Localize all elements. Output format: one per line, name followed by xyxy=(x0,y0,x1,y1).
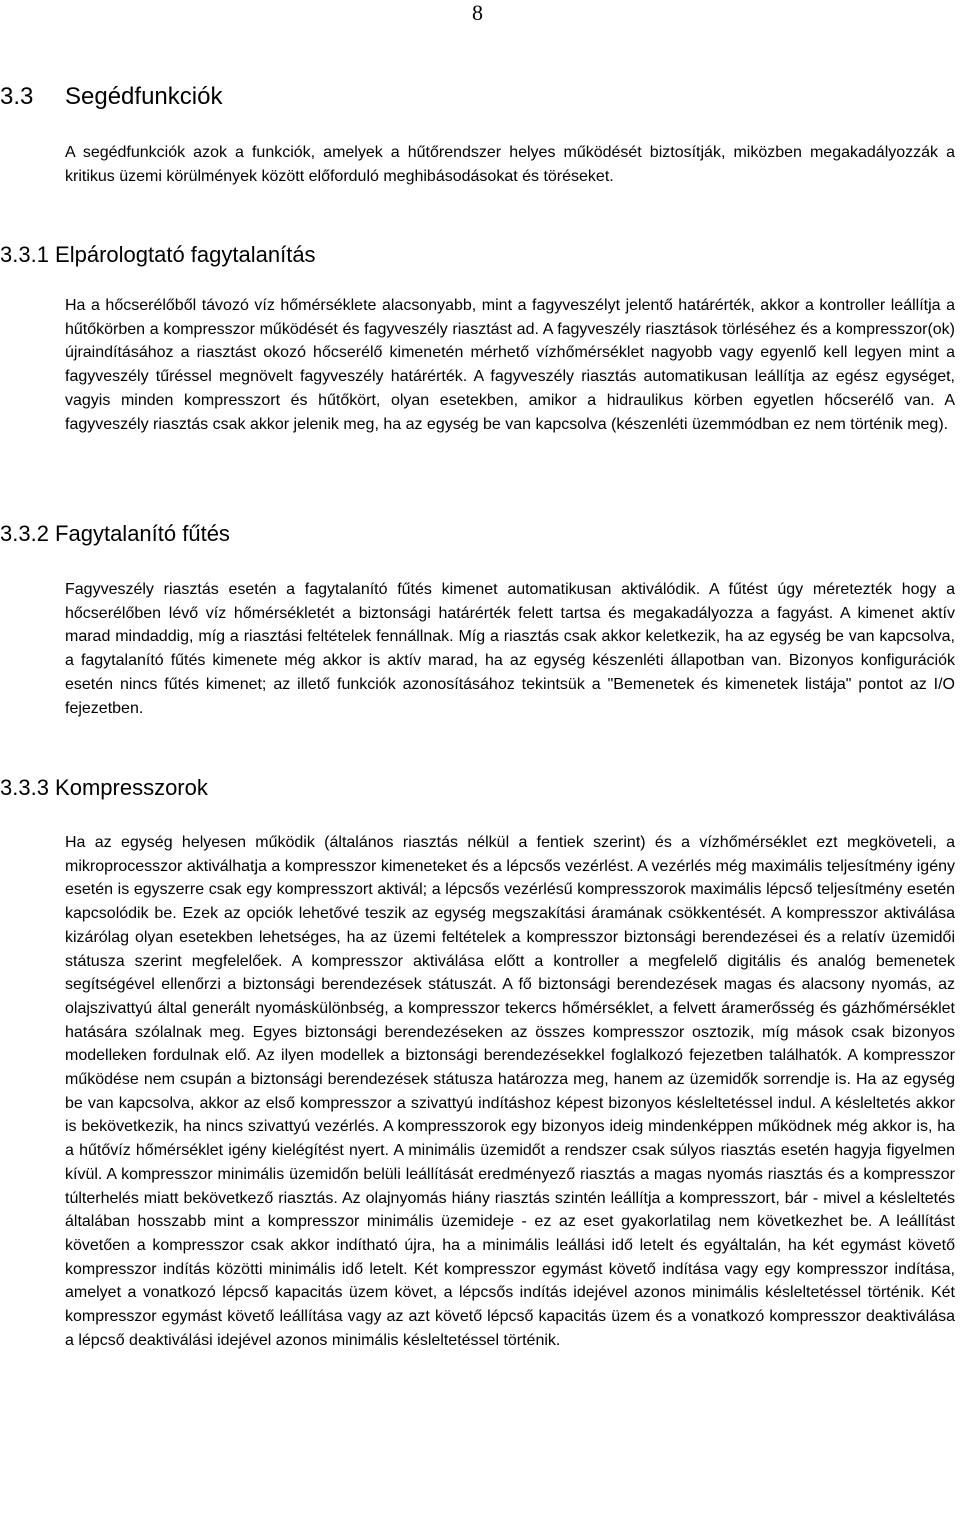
subsection-heading-3-3-1: 3.3.1 Elpárologtató fagytalanítás xyxy=(0,242,316,267)
page-number: 8 xyxy=(472,0,483,25)
subsection-heading-3-3-3: 3.3.3 Kompresszorok xyxy=(0,775,208,800)
subsection-body-3-3-2: Fagyveszély riasztás esetén a fagytalanító fűtés kimenet automatikusan aktiválódik. A fűtést úgy méretezték hogy a hőcserélőben lévő víz hőmérsékletét a biztonsági határérték felett tartsa és megakadályozza a fagyást. A kimenet aktív marad mindaddig, míg a riasztási feltételek fennállnak. Míg a riasztás csak akkor keletkezik, ha az egység be van kapcsolva, a fagytalanító fűtés kimenete még akkor is aktív marad, ha az egység készenléti állapotban van. Bizonyos konfigurációk esetén nincs fűtés kimenet; az illető funkciók azonosításához tekintsük a "Bemenetek és kimenetek listája" pontot az I/O fejezetben. xyxy=(65,581,955,717)
section-number: 3.3 xyxy=(0,83,34,110)
section-intro: A segédfunkciók azok a funkciók, amelyek a hűtőrendszer helyes működését biztosítják, miközben megakadályozzák a kritikus üzemi körülmények között előforduló meghibásodásokat és töréseket. xyxy=(65,144,955,185)
subsection-body-3-3-1: Ha a hőcserélőből távozó víz hőmérséklete alacsonyabb, mint a fagyveszélyt jelentő határérték, akkor a kontroller leállítja a hűtőkörben a kompresszor működését és fagyveszély riasztást ad. A fagyveszély riasztások törléséhez és a kompresszor(ok) újraindításához a riasztást okozó hőcserélő kimenetén mérhető vízhőmérséklet nagyobb vagy egyenlő kell legyen mint a fagyveszély tűréssel megnövelt fagyveszély határérték. A fagyveszély riasztás automatikusan leállítja az egész egységet, vagyis minden kompresszort és hűtőkört, olyan esetekben, amikor a hidraulikus körben egyetlen hőcserélő van. A fagyveszély riasztás csak akkor jelenik meg, ha az egység be van kapcsolva (készenléti üzemmódban ez nem történik meg). xyxy=(65,297,955,433)
subsection-body-3-3-3: Ha az egység helyesen működik (általános riasztás nélkül a fentiek szerint) és a vízhőmérséklet ezt megköveteli, a mikroprocesszor aktiválhatja a kompresszor kimeneteket és a lépcsős vezérlést. A vezérlés még maximális teljesítmény igény esetén is egyszerre csak egy kompresszort aktivál; a lépcsős vezérlésű kompresszorok maximális lépcső teljesítmény esetén kapcsolódik be. Ezek az opciók lehetővé teszik az egység megszakítási áramának csökkentését. A kompresszor aktiválása kizárólag olyan esetekben lehetséges, ha az üzemi feltételek a kompresszor biztonsági berendezései és a relatív üzemidői státusza szerint megfelelőek. A kompresszor aktiválása előtt a kontroller a megfelelő digitális és analóg bemenetek segítségével ellenőrzi a biztonsági berendezések státuszát. A fő biztonsági berendezések magas és alacsony nyomás, az olajszivattyú által generált nyomáskülönbség, a kompresszor tekercs hőmérséklet, a felvett áramerősség és gázhőmérséklet hatására szólalnak meg. Egyes biztonsági berendezéseken az összes kompresszor osztozik, míg mások csak bizonyos modelleken fordulnak elő. Az ilyen modellek a biztonsági berendezésekkel foglalkozó fejezetben találhatók. A kompresszor működése nem csupán a biztonsági berendezések státusza határozza meg, hanem az üzemidők sorrendje is. Ha az egység be van kapcsolva, akkor az első kompresszor a szivattyú indításhoz képest bizonyos késleltetéssel indul. A késleltetés akkor is bekövetkezik, ha nincs szivattyú vezérlés. A kompresszorok egy bizonyos ideig mindenképpen működnek még akkor is, ha a hűtővíz hőmérséklet igény kielégítést nyert. A minimális üzemidőt a rendszer csak súlyos riasztás esetén hagyja figyelmen kívül. A kompresszor minimális üzemidőn belüli leállítását eredményező riasztás a magas nyomás riasztás és a kompresszor túlterhelés miatt bekövetkező riasztás. Az olajnyomás hiány riasztás szintén leállítja a kompresszort, bár - mivel a késleltetés általában hosszabb mint a kompresszor minimális üzemideje - ez az eset gyakorlatilag nem következhet be. A leállítást követően a kompresszor csak akkor indítható újra, ha a minimális leállási idő letelt és egyáltalán, ha két egymást követő kompresszor indítás közötti minimális idő letelt. Két kompresszor egymást követő indítása vagy egy kompresszor indítása, amelyet a vonatkozó lépcső kapacitás üzem követ, a lépcsős indítás idejével azonos minimális késleltetéssel történik. Két kompresszor egymást követő leállítása vagy az azt követő lépcső kapacitás üzem és a vonatkozó kompresszor deaktiválása a lépcső deaktiválási idejével azonos minimális késleltetéssel történik. xyxy=(65,834,955,1349)
section-title: Segédfunkciók xyxy=(65,83,223,110)
subsection-heading-3-3-2: 3.3.2 Fagytalanító fűtés xyxy=(0,521,230,546)
section-heading xyxy=(0,82,222,112)
